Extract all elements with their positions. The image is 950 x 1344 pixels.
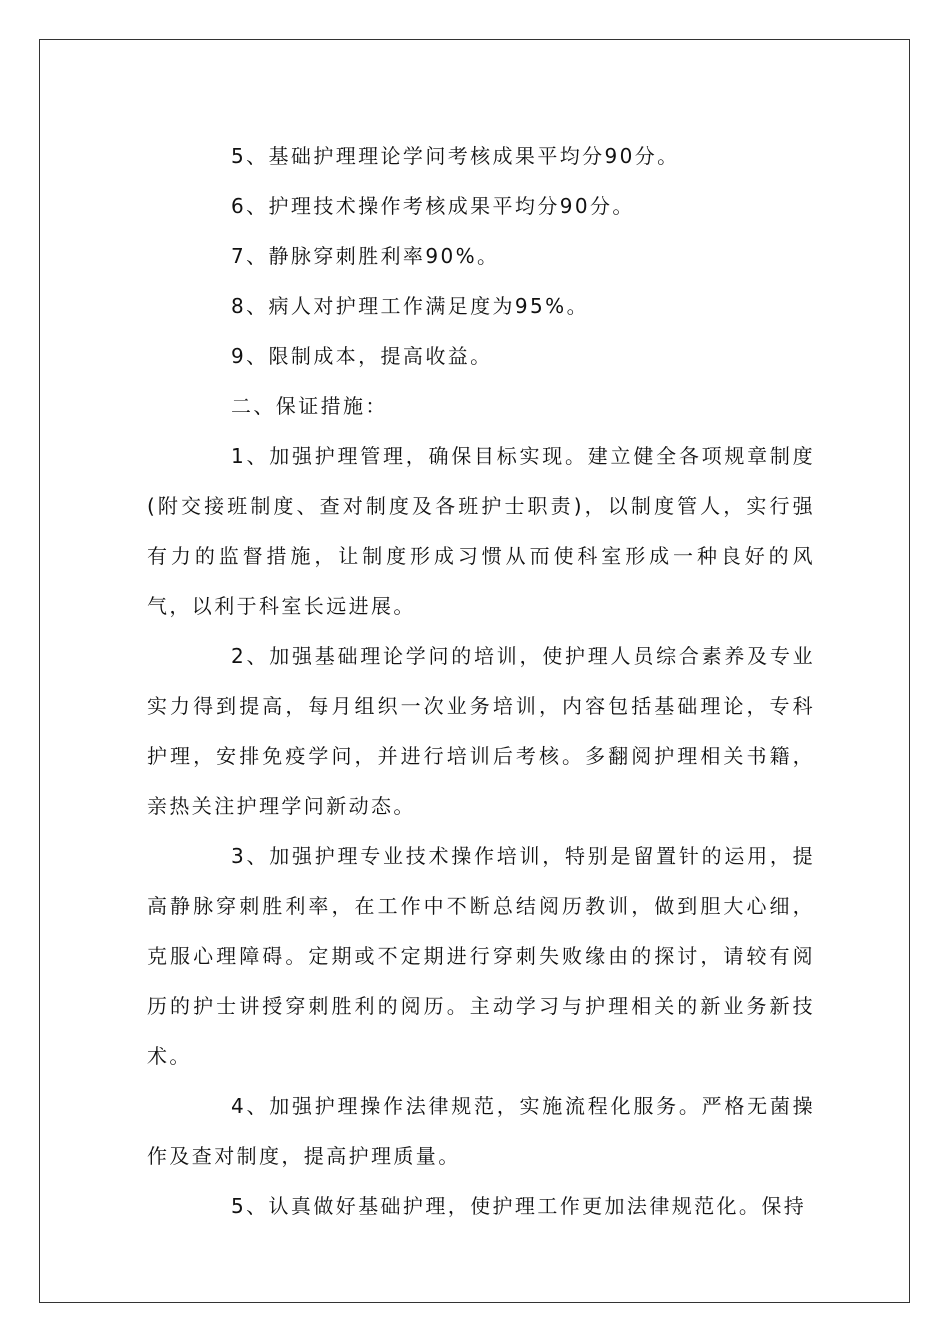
goal-item-5: 5、基础护理理论学问考核成果平均分90分。 — [231, 144, 680, 168]
measure-paragraph-3: 3、加强护理专业技术操作培训，特别是留置针的运用，提高静脉穿刺胜利率，在工作中不断总结阅历教训，做到胆大心细，克服心理障碍。定期或不定期进行穿刺失败缘由的探讨，请较有阅历的护士讲授穿刺胜利的阅历。主动学习与护理相关的新业务新技术。 — [147, 844, 815, 1068]
measure-paragraph-2: 2、加强基础理论学问的培训，使护理人员综合素养及专业实力得到提高，每月组织一次业务培训，内容包括基础理论，专科护理，安排免疫学问，并进行培训后考核。多翻阅护理相关书籍，亲热关注护理学问新动态。 — [147, 644, 815, 818]
measure-paragraph-5: 5、认真做好基础护理，使护理工作更加法律规范化。保持 — [231, 1194, 807, 1218]
measure-paragraph-4: 4、加强护理操作法律规范，实施流程化服务。严格无菌操作及查对制度，提高护理质量。 — [147, 1094, 815, 1168]
document-body — [147, 131, 815, 1231]
goal-item-7: 7、静脉穿刺胜利率90%。 — [231, 244, 500, 268]
section-heading: 二、保证措施： — [231, 394, 388, 418]
goal-item-8: 8、病人对护理工作满足度为95%。 — [231, 294, 589, 318]
goal-item-9: 9、限制成本，提高收益。 — [231, 344, 493, 368]
measure-paragraph-1: 1、加强护理管理，确保目标实现。建立健全各项规章制度(附交接班制度、查对制度及各班护士职责)，以制度管人，实行强有力的监督措施，让制度形成习惯从而使科室形成一种良好的风气，以利于科室长远进展。 — [147, 444, 815, 618]
goal-item-6: 6、护理技术操作考核成果平均分90分。 — [231, 194, 635, 218]
